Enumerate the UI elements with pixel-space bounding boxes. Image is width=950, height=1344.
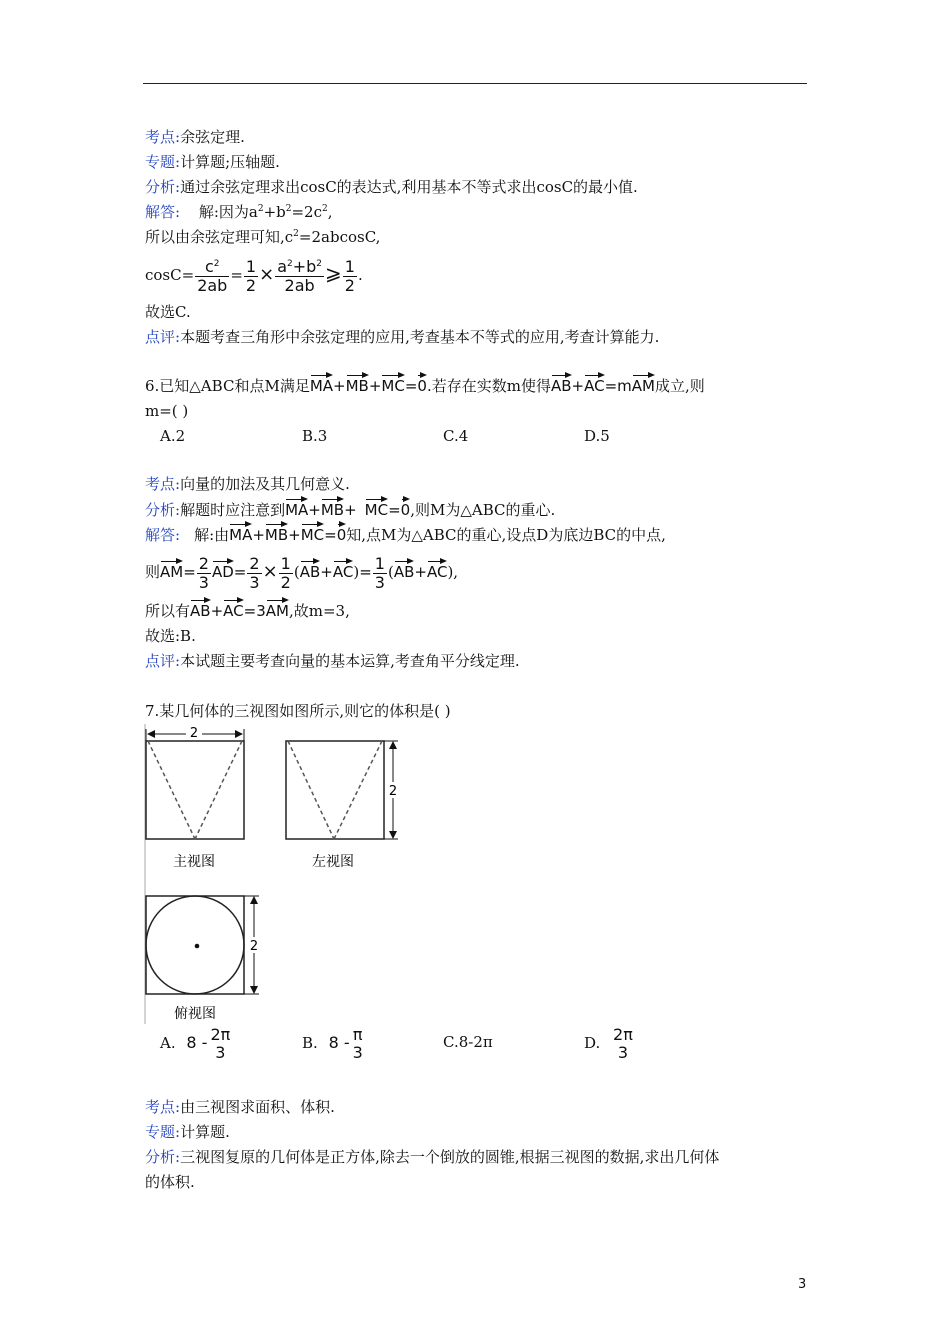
option-label: D. [584,1034,601,1052]
q5-zhuanti: 计算题;压轴题. [180,153,280,171]
num: 2π [210,1025,231,1044]
q7-option-d [584,1023,636,1063]
option-pre: 8 - [328,1033,350,1052]
den: 3 [249,572,260,592]
q5-line2-end: =2abcosC, [298,228,381,246]
frac-one-third [373,555,387,592]
q7-stem: 7.某几何体的三视图如图所示,则它的体积是( ) [145,702,451,720]
frac-half [343,258,357,295]
label-kaodian: 考点: [145,128,181,146]
frac-option-b [351,1026,365,1062]
label-dianping: 点评: [145,328,181,346]
vector-MB: MB [265,521,288,543]
dim-label: 2 [388,784,398,799]
q5-jieda-line [145,202,333,222]
eq-m: =m [604,377,632,395]
frac-two-thirds [247,555,261,592]
page-number: 3 [798,1277,807,1292]
option-label: B. [302,1034,318,1052]
q5-zhuanti-line [145,152,280,172]
vector-AM: AM [632,372,655,394]
vector-AC: AC [223,597,243,619]
dim-label: 2 [249,939,259,954]
vector-zero: 0 [401,496,411,518]
sup: 2 [293,229,299,239]
q5-dianping-line [145,327,659,347]
q6-fenxi-line [145,496,555,522]
q6-dianping: 本试题主要考查向量的基本运算,考查角平分线定理. [180,652,520,670]
q5-kaodian: 余弦定理. [180,128,245,146]
plus: + [333,377,346,395]
q5-dianping: 本题考查三角形中余弦定理的应用,考查基本不等式的应用,考查计算能力. [180,328,660,346]
num: 2π [613,1025,633,1044]
num-plus: +b [292,256,317,276]
plus: + [414,563,427,581]
den: 3 [215,1043,226,1062]
q5-formula [145,250,363,298]
eq: = [183,563,196,581]
num-a: a [277,256,287,276]
num: 1 [374,553,385,573]
eq: = [324,526,337,544]
plus: + [368,377,382,395]
frac-two-thirds [197,555,211,592]
vector-MA: MA [285,496,308,518]
vector-AM: AM [160,558,183,580]
sup: 2 [322,204,328,214]
q6-option-d: D.5 [584,427,610,445]
times: × [259,264,275,285]
vector-AB: AB [190,597,211,619]
label-fenxi: 分析: [145,501,181,519]
frac-half [279,555,293,592]
num: π [352,1025,363,1044]
option-label: A. [160,1034,176,1052]
eq-three: =3 [243,602,266,620]
vector-AM: AM [266,597,289,619]
period: . [357,266,363,284]
den: 2ab [284,275,315,295]
q6-line3-end: ,故m=3, [288,602,350,620]
three-view-figure [140,724,410,1024]
q6-fenxi-prefix: 解题时应注意到 [180,501,286,519]
q5-jieda-mid2: =2c [291,203,322,221]
q5-jieda-end: , [327,203,333,221]
q7-kaodian-line [145,1097,335,1117]
top-view [146,896,260,1022]
frac-half [244,258,258,295]
vector-MA: MA [229,521,252,543]
label-fenxi: 分析: [145,1148,181,1166]
vector-MB: MB [346,372,369,394]
q6-dianping-line [145,651,520,671]
eq: = [404,377,418,395]
vector-zero: 0 [337,521,347,543]
q5-line2 [145,227,380,247]
q6-jieda-prefix: 解:由 [194,526,230,544]
lparen: ( [387,563,394,581]
times: × [262,561,278,582]
plus: + [252,526,265,544]
label-dianping: 点评: [145,652,181,670]
num: 1 [344,256,355,276]
label-fenxi: 分析: [145,178,181,196]
sup: 2 [316,258,323,269]
q5-jieda-text [199,203,333,221]
side-view-label: 左视图 [312,854,354,870]
num: 2 [198,553,209,573]
vector-MC: MC [381,372,404,394]
frac-option-a [208,1026,232,1062]
q7-option-a [160,1023,233,1063]
q7-fenxi-1: 三视图复原的几何体是正方体,除去一个倒放的圆锥,根据三视图的数据,求出几何体 [180,1148,720,1166]
label-zhuanti: 专题: [145,153,181,171]
eq: = [230,266,243,284]
q5-guxuan: 故选C. [145,303,191,321]
label-jieda: 解答: [145,203,181,221]
q7-fenxi-line2: 的体积. [145,1173,195,1191]
header-rule [143,83,807,84]
num: 1 [280,553,291,573]
eq: = [388,501,401,519]
option-pre: 8 - [186,1033,208,1052]
q6-option-a: A.2 [160,427,186,445]
q7-option-b [302,1023,366,1063]
q7-option-c: C.8-2π [443,1033,493,1051]
den: 3 [352,1043,363,1062]
den: 2 [245,275,257,295]
plus: + [320,563,333,581]
sup: 2 [287,258,293,269]
q5-kaodian-line [145,127,245,147]
rparen: ) [447,563,454,581]
vector-MA: MA [310,372,333,394]
sup: 2 [285,204,292,214]
num: c [204,256,214,276]
q5-fenxi: 通过余弦定理求出cosC的表达式,利用基本不等式求出cosC的最小值. [180,178,638,196]
plus: + [308,501,321,519]
comma: , [453,563,459,581]
vector-MC: MC [301,521,324,543]
plus: + [210,602,224,620]
eq: = [233,563,247,581]
vector-AC: AC [427,558,447,580]
q6-line3 [145,597,350,623]
label-zhuanti: 专题: [145,1123,181,1141]
q6-option-b: B.3 [302,427,328,445]
vector-MC: MC [365,496,388,518]
ze: 则 [145,563,161,581]
q7-fenxi-line [145,1147,719,1167]
q7-zhuanti: 计算题. [180,1123,230,1141]
q6-kaodian: 向量的加法及其几何意义. [180,475,350,493]
q5-cos-prefix: cosC= [145,266,195,284]
q5-fenxi-line [145,177,638,197]
q7-zhuanti-line [145,1122,230,1142]
den: 2 [344,275,355,295]
vector-zero: 0 [417,372,427,394]
q6-derivation [145,549,458,595]
front-view-label: 主视图 [173,854,215,870]
sup: 2 [213,258,220,269]
den: 2ab [197,275,228,295]
vector-MB: MB [321,496,344,518]
vector-AB: AB [551,372,572,394]
q6-jieda-line [145,521,666,547]
dim-label: 2 [189,726,199,741]
plus: + [571,377,585,395]
q5-jieda-mid1: +b [263,203,286,221]
den: 3 [374,572,385,592]
den: 2 [280,572,291,592]
label-jieda: 解答: [145,526,181,544]
q5-jieda-prefix: 解:因为a [198,203,258,221]
top-view-label: 俯视图 [174,1006,216,1022]
frac-a2b2-2ab [275,258,324,295]
q6-jieda-end: 知,点M为△ABC的重心,设点D为底边BC的中点, [346,526,666,544]
vector-AC: AC [584,372,604,394]
q7-kaodian: 由三视图求面积、体积. [180,1098,335,1116]
eq: = [359,563,372,581]
label-kaodian: 考点: [145,1098,181,1116]
q6-guxuan: 故选:B. [145,627,196,645]
frac-c2-2ab [195,258,229,295]
num: 2 [249,553,260,573]
label-kaodian: 考点: [145,475,181,493]
q6-stem-end: 成立,则 [654,377,705,395]
vector-AB: AB [300,558,321,580]
q6-stem-prefix: 6.已知△ABC和点M满足 [145,377,310,395]
den: 3 [198,572,209,592]
q5-line2-prefix: 所以由余弦定理可知,c [145,228,294,246]
num: 1 [245,256,257,276]
q6-stem-line1 [145,372,705,398]
plus: + [288,526,301,544]
lparen: ( [293,563,300,581]
plus: + [344,501,357,519]
sup: 2 [257,204,264,214]
rparen: ) [353,563,360,581]
q6-kaodian-line [145,474,350,494]
q6-stem-mid: .若存在实数m使得 [426,377,551,395]
q6-stem-line2: m=( ) [145,402,189,420]
vector-AB: AB [394,558,415,580]
geq-symbol: ⩾ [325,261,342,285]
side-view [286,741,399,870]
frac-option-d [611,1026,635,1062]
q6-line3-prefix: 所以有 [145,602,191,620]
vector-AC: AC [333,558,353,580]
vector-AD: AD [212,558,234,580]
q6-fenxi-end: ,则M为△ABC的重心. [410,501,556,519]
den: 3 [617,1043,629,1062]
q6-option-c: C.4 [443,427,469,445]
